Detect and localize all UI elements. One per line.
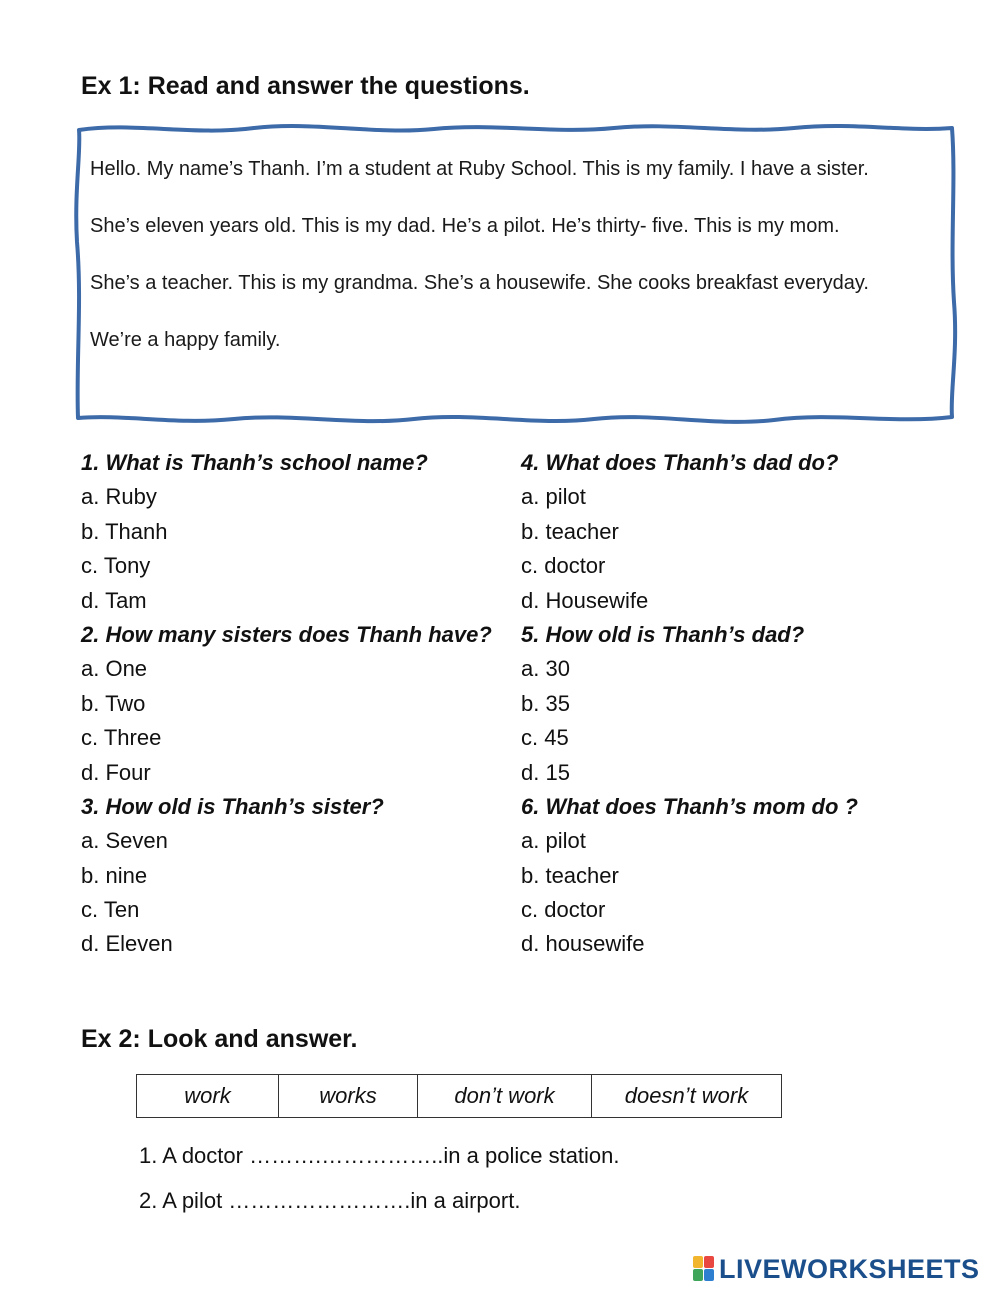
- word-bank-cell: work: [137, 1075, 279, 1118]
- word-bank-cell: doesn’t work: [592, 1075, 782, 1118]
- answer-option[interactable]: a. pilot: [521, 484, 586, 510]
- questions-column-right: [521, 446, 961, 962]
- answer-option[interactable]: b. Two: [81, 690, 146, 716]
- questions-column-left: [81, 446, 521, 962]
- liveworksheets-logo: [693, 1254, 980, 1284]
- answer-option[interactable]: c. 45: [521, 725, 569, 751]
- answer-option[interactable]: a. pilot: [521, 828, 586, 854]
- answer-option[interactable]: a. Ruby: [81, 484, 157, 510]
- question-title: 3. How old is Thanh’s sister?: [81, 793, 384, 819]
- answer-option[interactable]: b. teacher: [521, 862, 619, 888]
- question-title: 4. What does Thanh’s dad do?: [521, 450, 839, 475]
- fill-in-sentence[interactable]: 2. A pilot …………………….in a airport.: [139, 1188, 521, 1213]
- answer-option[interactable]: d. Housewife: [521, 587, 649, 613]
- word-bank-cell: don’t work: [418, 1075, 592, 1118]
- answer-option[interactable]: c. Ten: [81, 897, 140, 923]
- answer-option[interactable]: b. nine: [81, 862, 148, 888]
- question-title: 5. How old is Thanh’s dad?: [521, 621, 805, 647]
- logo-blocks-icon: [693, 1256, 715, 1282]
- answer-option[interactable]: d. 15: [521, 759, 570, 785]
- question-block: [521, 790, 961, 962]
- question-title: 2. How many sisters does Thanh have?: [81, 621, 492, 647]
- question-title: 1. What is Thanh’s school name?: [81, 450, 428, 475]
- answer-option[interactable]: d. Tam: [81, 587, 147, 613]
- passage-line: We’re a happy family.: [90, 329, 281, 351]
- answer-option[interactable]: c. Tony: [81, 553, 151, 579]
- exercise-1-title: Ex 1: Read and answer the questions.: [81, 72, 530, 100]
- question-block: [521, 446, 961, 618]
- answer-option[interactable]: c. doctor: [521, 553, 606, 579]
- passage-line: She’s a teacher. This is my grandma. She’s a housewife. She cooks breakfast everyday.: [90, 272, 869, 294]
- answer-option[interactable]: b. 35: [521, 690, 570, 716]
- question-title: 6. What does Thanh’s mom do ?: [521, 793, 858, 819]
- answer-option[interactable]: a. 30: [521, 656, 570, 682]
- word-bank-cell: works: [279, 1075, 418, 1118]
- answer-option[interactable]: a. Seven: [81, 828, 168, 854]
- passage-line: She’s eleven years old. This is my dad. He’s a pilot. He’s thirty- five. This is my mom.: [90, 215, 840, 237]
- exercise-2-title: Ex 2: Look and answer.: [81, 1025, 358, 1053]
- answer-option[interactable]: c. doctor: [521, 897, 606, 923]
- answer-option[interactable]: d. housewife: [521, 931, 645, 957]
- answer-option[interactable]: d. Eleven: [81, 931, 173, 957]
- word-bank-table: [136, 1074, 782, 1118]
- question-block: [521, 618, 961, 790]
- answer-option[interactable]: c. Three: [81, 725, 162, 751]
- answer-option[interactable]: b. Thanh: [81, 518, 168, 544]
- question-block: [81, 790, 521, 962]
- answer-option[interactable]: a. One: [81, 656, 148, 682]
- answer-option[interactable]: d. Four: [81, 759, 151, 785]
- answer-option[interactable]: b. teacher: [521, 518, 619, 544]
- question-block: [81, 446, 521, 618]
- fill-in-sentence[interactable]: 1. A doctor ……….……………..in a police station.: [139, 1143, 620, 1168]
- passage-line: Hello. My name’s Thanh. I’m a student at Ruby School. This is my family. I have a sister.: [90, 158, 869, 180]
- reading-passage-box: [74, 122, 958, 427]
- question-block: [81, 618, 521, 790]
- brand-name: LIVEWORKSHEETS: [719, 1253, 980, 1284]
